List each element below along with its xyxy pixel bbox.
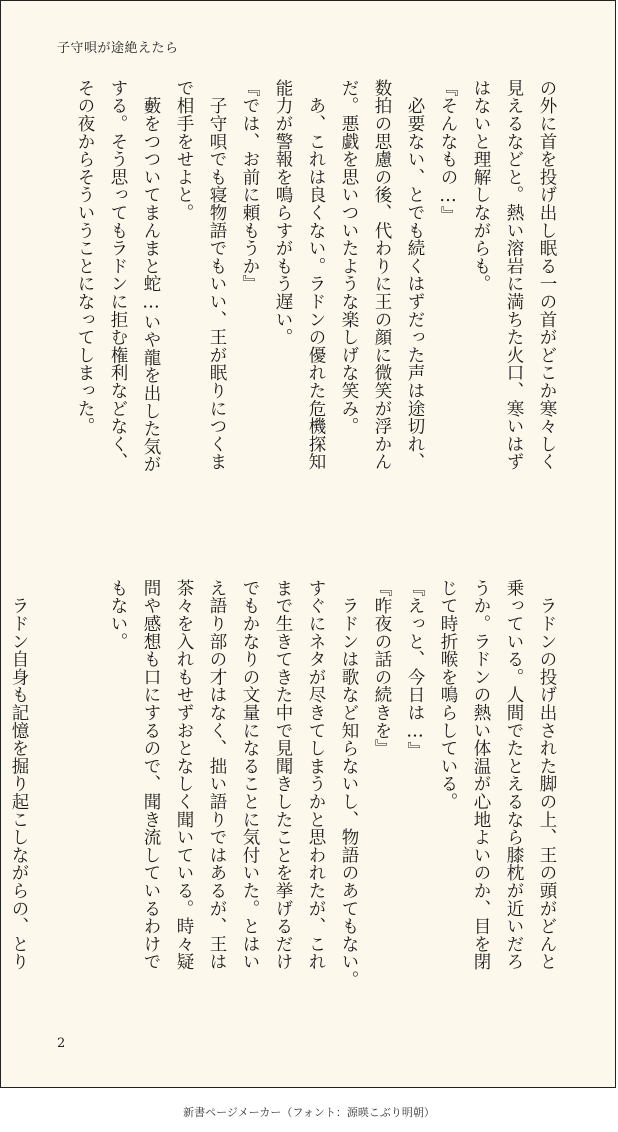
text-line: で相手をせよと。 xyxy=(174,79,194,222)
text-line: 数拍の思慮の後、代わりに王の顔に微笑が浮かん xyxy=(372,79,392,471)
text-line: 能力が警報を鳴らすがもう遅い。 xyxy=(273,79,293,346)
text-line: ラドンの投げ出された脚の上、王の頭がどんと xyxy=(537,579,557,971)
text-line: え語り部の才はなく、拙い語りではあるが、王は xyxy=(207,579,227,971)
text-line: その夜からそういうことになってしまった。 xyxy=(75,79,95,435)
text-line: じて時折喉を鳴らしている。 xyxy=(438,579,458,811)
text-line: もない。 xyxy=(108,579,128,651)
text-line xyxy=(35,579,68,1009)
text-line: はないと理解しながらも。 xyxy=(471,79,491,293)
text-line: まで生きてきた中で見聞きしたことを挙げるだけ xyxy=(273,579,293,971)
text-line: すぐにネタが尽きてしまうかと思われたが、これ xyxy=(306,579,326,971)
page-number: 2 xyxy=(57,1036,66,1051)
text-line: あ、これは良くない。ラドンの優れた危機探知 xyxy=(306,79,326,471)
text-line: 『昨夜の話の続きを』 xyxy=(372,579,392,757)
text-line: の外に首を投げ出し眠る一の首がどこか寒々しく xyxy=(537,79,557,471)
footer-credit: 新書ページメーカー（フォント：源暎こぶり明朝） xyxy=(183,1106,435,1119)
text-line: 『そんなもの…』 xyxy=(438,79,458,224)
text-line: 見えるなどと。熱い溶岩に満ちた火口、寒いはず xyxy=(504,79,524,471)
text-line: 必要ない、とでも続くはずだった声は途切れ、 xyxy=(405,79,425,471)
text-line: ラドンは歌など知らないし、物語のあてもない。 xyxy=(339,579,359,989)
lower-text-block xyxy=(2,579,563,1009)
text-line: 『えっと、今日は…』 xyxy=(405,579,425,760)
running-header-title: 子守唄が途絶えたら xyxy=(57,41,179,56)
text-line: 茶々を入れもせずおとなしく聞いている。時々疑 xyxy=(174,579,194,971)
text-line: 乗っている。人間でたとえるなら膝枕が近いだろ xyxy=(504,579,524,971)
upper-text-block xyxy=(68,79,563,509)
text-line xyxy=(68,579,101,1009)
text-line: ラドン自身も記憶を掘り起こしながらの、とり xyxy=(9,579,29,971)
text-line: だ。悪戯を思いついたような楽しげな笑み。 xyxy=(339,79,359,435)
text-line: 子守唄でも寝物語でもいい、王が眠りにつくま xyxy=(207,79,227,471)
text-line: でもかなりの文量になることに気付いた。とはい xyxy=(240,579,260,971)
text-line: 問や感想も口にするので、聞き流しているわけで xyxy=(141,579,161,971)
text-line: 藪をつついてまんまと蛇…いや龍を出した気が xyxy=(141,79,161,474)
text-line: 『では、お前に頼もうか』 xyxy=(240,79,260,293)
text-line: うか。ラドンの熱い体温が心地よいのか、目を閉 xyxy=(471,579,491,971)
text-line: する。そう思ってもラドンに拒む権利などなく、 xyxy=(108,79,128,471)
